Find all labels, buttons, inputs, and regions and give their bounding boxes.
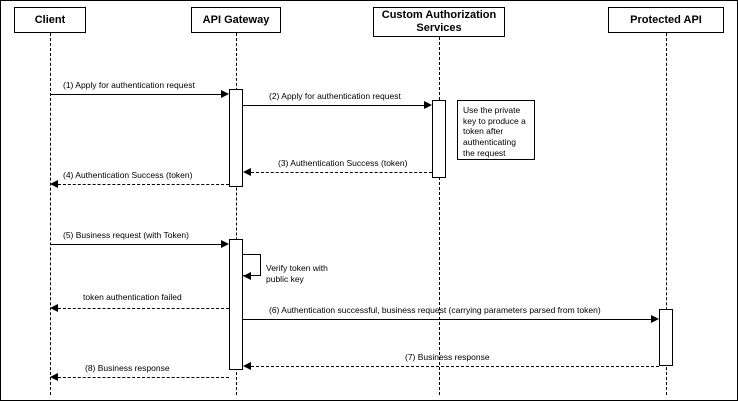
message-label-1: (1) Apply for authentication request: [63, 80, 195, 90]
message-label-3: (3) Authentication Success (token): [278, 158, 408, 168]
message-arrow-6: [50, 304, 58, 312]
activation-api-gateway-business: [229, 239, 243, 370]
lifeline-label-client: Client: [34, 13, 66, 26]
lifeline-head-custom-authorization-services: [373, 7, 505, 37]
activation-api-gateway-auth: [229, 89, 243, 187]
message-line-4: [58, 184, 229, 185]
message-label-9: (8) Business response: [85, 363, 170, 373]
lifeline-label-custom-authorization-services: Custom Authorization Services: [381, 9, 497, 34]
message-line-6: [58, 308, 229, 309]
message-label-7: (6) Authentication successful, business request (carrying parameters parsed from token): [269, 305, 601, 315]
activation-custom-auth-services: [432, 100, 446, 178]
lifeline-head-api-gateway: [191, 7, 281, 33]
message-arrow-5: [221, 240, 229, 248]
message-line-9: [58, 377, 229, 378]
self-message-label-verify-token: Verify token with public key: [266, 263, 328, 285]
lifeline-line-custom-authorization-services: [439, 37, 440, 395]
message-arrow-1: [221, 90, 229, 98]
message-line-2: [243, 105, 424, 106]
message-line-3: [251, 172, 432, 173]
lifeline-head-protected-api: [608, 7, 724, 33]
lifeline-label-protected-api: Protected API: [630, 13, 702, 26]
message-arrow-8: [243, 362, 251, 370]
self-message-arrow-verify-token: [243, 272, 251, 280]
message-arrow-9: [50, 373, 58, 381]
note-private-key: [457, 100, 535, 160]
note-private-key-text: Use the private key to produce a token after authenticating the request: [463, 105, 526, 158]
lifeline-label-api-gateway: API Gateway: [202, 13, 270, 26]
message-line-7: [243, 319, 651, 320]
message-line-1: [50, 94, 221, 95]
message-label-4: (4) Authentication Success (token): [63, 170, 193, 180]
lifeline-head-client: [14, 7, 86, 33]
message-label-2: (2) Apply for authentication request: [269, 91, 401, 101]
lifeline-line-client: [50, 33, 51, 395]
activation-protected-api: [659, 309, 673, 366]
message-label-6: token authentication failed: [83, 292, 182, 302]
message-line-8: [251, 366, 659, 367]
message-arrow-7: [651, 315, 659, 323]
message-line-5: [50, 244, 221, 245]
message-label-8: (7) Business response: [405, 352, 490, 362]
message-label-5: (5) Business request (with Token): [63, 230, 189, 240]
message-arrow-2: [424, 101, 432, 109]
message-arrow-4: [50, 180, 58, 188]
message-arrow-3: [243, 168, 251, 176]
